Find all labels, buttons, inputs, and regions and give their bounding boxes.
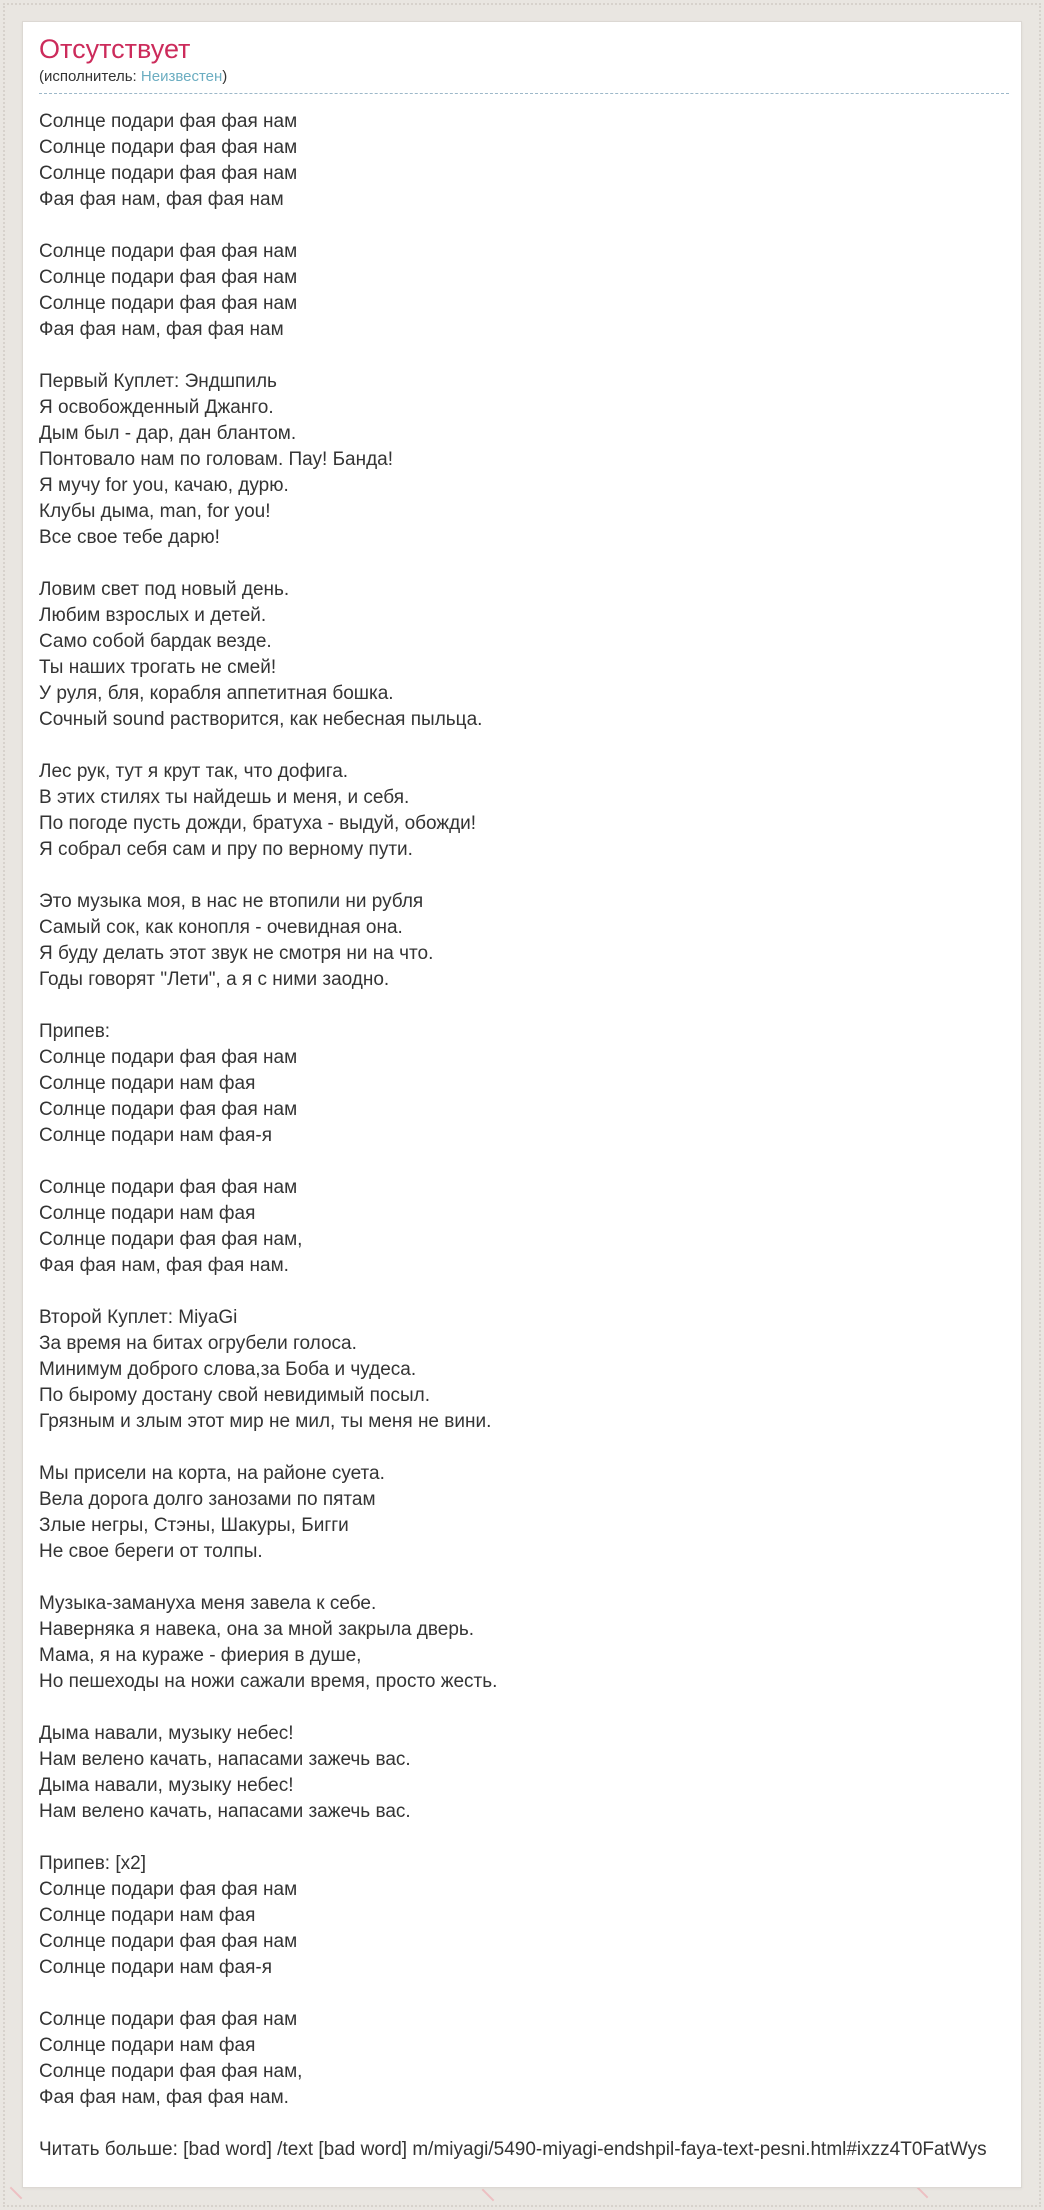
lyrics-line: Солнце подари фая фая нам: [39, 137, 298, 158]
lyrics-stanza: [39, 369, 1005, 551]
lyrics-line: Дым был - дар, дан блантом.: [39, 423, 297, 444]
lyrics-line: Солнце подари нам фая: [39, 1203, 256, 1224]
lyrics-stanza: [39, 239, 1005, 343]
lyrics-line: Мы присели на корта, на районе суета.: [39, 1463, 385, 1484]
lyrics-line: Но пешеходы на ножи сажали время, просто жесть.: [39, 1671, 498, 1692]
lyrics-line: Не свое береги от толпы.: [39, 1541, 263, 1562]
lyrics-stanza: [39, 759, 1005, 863]
lyrics-line: Фая фая нам, фая фая нам: [39, 189, 284, 210]
lyrics-line: Сочный sound растворится, как небесная пыльца.: [39, 709, 483, 730]
content-panel: [22, 21, 1022, 2188]
lyrics-line: Все свое тебе дарю!: [39, 527, 220, 548]
lyrics-line: Самый сок, как конопля - очевидная она.: [39, 917, 403, 938]
lyrics-line: Солнце подари фая фая нам: [39, 2009, 298, 2030]
lyrics-line: Солнце подари фая фая нам: [39, 1879, 298, 1900]
lyrics-line: Грязным и злым этот мир не мил, ты меня не вини.: [39, 1411, 492, 1432]
lyrics-stanza: [39, 1591, 1005, 1695]
lyrics-line: Солнце подари фая фая нам: [39, 1099, 298, 1120]
lyrics-line: Солнце подари фая фая нам,: [39, 2061, 303, 2082]
lyrics-line: Ловим свет под новый день.: [39, 579, 290, 600]
lyrics-line: Солнце подари фая фая нам: [39, 267, 298, 288]
lyrics-line: Солнце подари фая фая нам: [39, 111, 298, 132]
artist-label-close: ): [222, 68, 228, 85]
lyrics-line: Нам велено качать, напасами зажечь вас.: [39, 1749, 411, 1770]
lyrics-stanza: [39, 1175, 1005, 1279]
lyrics-stanza: [39, 109, 1005, 213]
lyrics-line: Мама, я на кураже - фиерия в душе,: [39, 1645, 362, 1666]
lyrics-line: Солнце подари нам фая: [39, 1073, 256, 1094]
lyrics-stanza: [39, 1305, 1005, 1435]
lyrics-line: Минимум доброго слова,за Боба и чудеса.: [39, 1359, 417, 1380]
lyrics-line: Припев:: [39, 1021, 111, 1042]
lyrics-line: За время на битах огрубели голоса.: [39, 1333, 357, 1354]
lyrics-line: Музыка-замануха меня завела к себе.: [39, 1593, 377, 1614]
lyrics-line: Солнце подари фая фая нам: [39, 1047, 298, 1068]
lyrics-line: Я освобожденный Джанго.: [39, 397, 274, 418]
lyrics-line: Наверняка я навека, она за мной закрыла дверь.: [39, 1619, 475, 1640]
lyrics-line: Фая фая нам, фая фая нам.: [39, 1255, 289, 1276]
lyrics-stanza: [39, 1851, 1005, 1981]
lyrics-line: Солнце подари нам фая-я: [39, 1957, 273, 1978]
lyrics-line: У руля, бля, корабля аппетитная бошка.: [39, 683, 394, 704]
lyrics-line: Солнце подари фая фая нам: [39, 163, 298, 184]
lyrics-stanza: [39, 1019, 1005, 1149]
lyrics-line: Солнце подари нам фая: [39, 1905, 256, 1926]
lyrics-line: Припев: [x2]: [39, 1853, 146, 1874]
artist-line: [39, 67, 1005, 87]
song-title-link[interactable]: Отсутствует: [39, 34, 191, 64]
lyrics-line: Это музыка моя, в нас не втопили ни рубля: [39, 891, 424, 912]
lyrics-line: Я мучу for you, качаю, дурю.: [39, 475, 289, 496]
lyrics-line: Солнце подари нам фая-я: [39, 1125, 273, 1146]
lyrics-line: Солнце подари фая фая нам,: [39, 1229, 303, 1250]
lyrics-line: Нам велено качать, напасами зажечь вас.: [39, 1801, 411, 1822]
lyrics-line: По бырому достану свой невидимый посыл.: [39, 1385, 431, 1406]
lyrics-line: Фая фая нам, фая фая нам: [39, 319, 284, 340]
lyrics-line: Второй Куплет: MiyaGi: [39, 1307, 238, 1328]
lyrics-line: Я собрал себя сам и пру по верному пути.: [39, 839, 413, 860]
lyrics-line: Любим взрослых и детей.: [39, 605, 267, 626]
lyrics-line: Солнце подари фая фая нам: [39, 1931, 298, 1952]
lyrics-line: Годы говорят "Лети", а я с ними заодно.: [39, 969, 390, 990]
lyrics-stanza: [39, 1721, 1005, 1825]
lyrics-line: Я буду делать этот звук не смотря ни на что.: [39, 943, 434, 964]
lyrics-stanza: [39, 889, 1005, 993]
lyrics-line: Солнце подари фая фая нам: [39, 293, 298, 314]
lyrics-line: Фая фая нам, фая фая нам.: [39, 2087, 289, 2108]
lyrics-line: Солнце подари фая фая нам: [39, 241, 298, 262]
lyrics-line: Лес рук, тут я крут так, что дофига.: [39, 761, 349, 782]
lyrics-line: По погоде пусть дожди, братуха - выдуй, обожди!: [39, 813, 477, 834]
lyrics-line: Солнце подари фая фая нам: [39, 1177, 298, 1198]
lyrics-line: Первый Куплет: Эндшпиль: [39, 371, 277, 392]
dashed-divider: [39, 93, 1009, 94]
lyrics-line: Клубы дыма, man, for you!: [39, 501, 271, 522]
lyrics-stanza: [39, 577, 1005, 733]
stitch-mark: [482, 2189, 495, 2202]
lyrics-line: Дыма навали, музыку небес!: [39, 1723, 294, 1744]
lyrics-text: [39, 109, 1005, 2111]
lyrics-line: В этих стилях ты найдешь и меня, и себя.: [39, 787, 410, 808]
artist-link[interactable]: Неизвестен: [140, 68, 223, 85]
stitch-mark: [10, 2187, 23, 2200]
lyrics-line: Злые негры, Стэны, Шакуры, Бигги: [39, 1515, 349, 1536]
lyrics-line: Вела дорога долго занозами по пятам: [39, 1489, 376, 1510]
artist-label: (исполнитель:: [39, 68, 137, 85]
lyrics-line: Само собой бардак везде.: [39, 631, 272, 652]
lyrics-line: Дыма навали, музыку небес!: [39, 1775, 294, 1796]
lyrics-line: Понтовало нам по головам. Пау! Банда!: [39, 449, 394, 470]
lyrics-line: Солнце подари нам фая: [39, 2035, 256, 2056]
lyrics-stanza: [39, 1461, 1005, 1565]
lyrics-line: Ты наших трогать не смей!: [39, 657, 277, 678]
read-more-line: Читать больше: [bad word] /text [bad word] m/miyagi/5490-miyagi-endshpil-faya-text-pesni.html#ixzz4T0FatWys: [39, 2139, 987, 2160]
lyrics-stanza: [39, 2007, 1005, 2111]
